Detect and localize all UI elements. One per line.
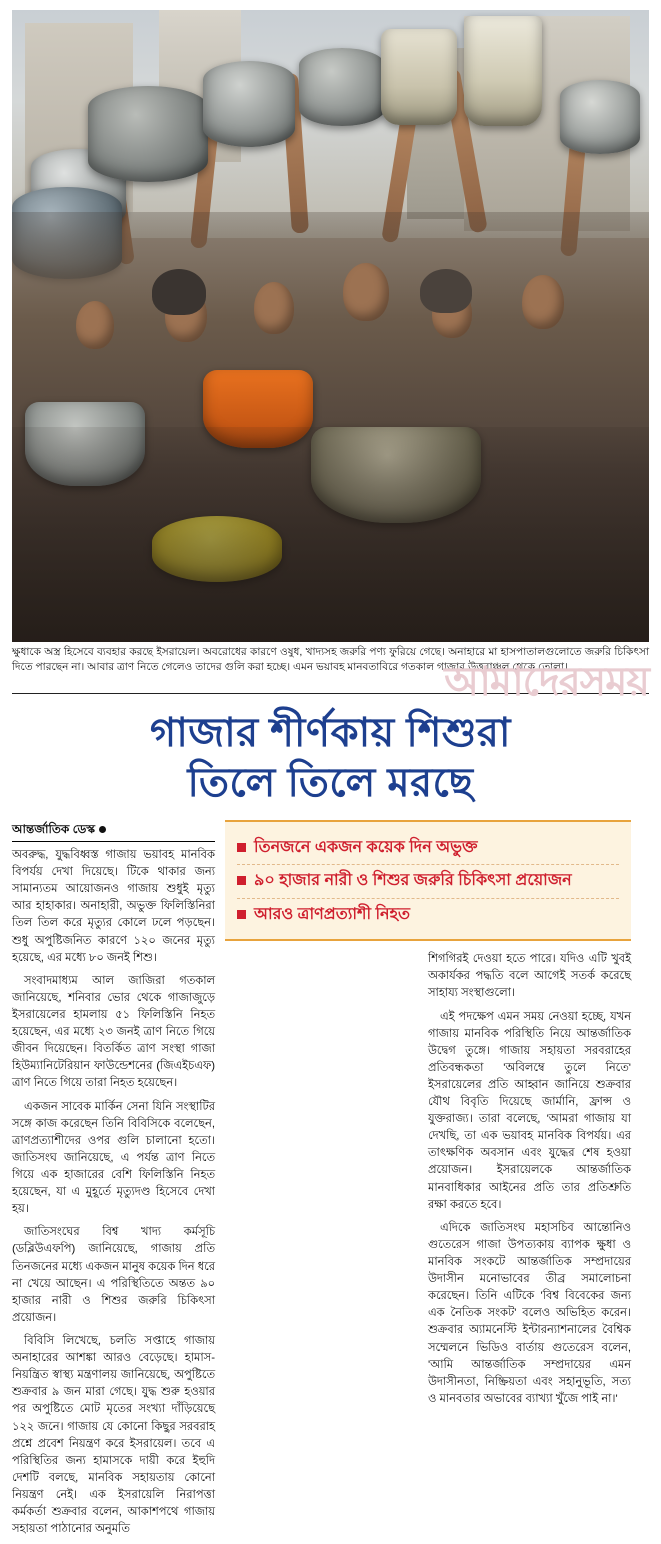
photo-foreground-shadow [12, 427, 649, 642]
byline-dot-icon [99, 826, 106, 833]
page-title [12, 708, 649, 808]
paragraph: একজন সাবেক মার্কিন সেনা যিনি সংস্থাটির সঙ্গে কাজ করেছেন তিনি বিবিসিকে বলেছেন, ত্রাণপ্রত্যাশীদের ওপর গুলি চালানো হতো। জাতিসংঘ জানিয়েছে, এ পর্যন্ত ত্রাণ নিতে গিয়ে এক হাজারের বেশি ফিলিস্তিনি নিহত হয়েছেন, যা এ মুহূর্তে মৃত্যুদণ্ড হিসেবে দেখা হয়। [12, 1100, 215, 1216]
lead-photo [12, 10, 649, 642]
caption-text: ক্ষুধাকে অস্ত্র হিসেবে ব্যবহার করছে ইসরায়েল। অবরোধের কারণে ওষুধ, খাদ্যসহ জরুরি পণ্য ফুরিয়ে গেছে। অনাহারে মা হাসপাতালগুলোতে জরুরি চিকিৎসা দিতে পারছেন না। আবার ত্রাণ নিতে গেলেও তাদের গুলি করা হচ্ছে। এমন ভয়াবহ মানবতাবিরে গতকাল গাজার উত্তরাঞ্চল থেকে তোলা। [12, 646, 649, 674]
highlight-text: ৯০ হাজার নারী ও শিশুর জরুরি চিকিৎসা প্রয়োজন [254, 872, 572, 890]
masthead-watermark: আমাদেরসময় [444, 660, 649, 704]
photo-pot [203, 61, 295, 147]
photo-headscarf [420, 269, 472, 313]
headline-line-2: তিলে তিলে মরছে [187, 761, 474, 805]
paragraph: অবরুদ্ধ, যুদ্ধবিধ্বস্ত গাজায় ভয়াবহ মানবিক বিপর্যয় দেখা দিয়েছে। টিকে থাকার জন্য সামান্যতম আয়োজনও গাজায় শুধুই মৃত্যু আর হাহাকার। অনাহারী, অভুক্ত ফিলিস্তিনিরা তিল তিল করে মৃত্যুর কোলে ঢলে পড়ছেন। শুধু অপুষ্টিজনিত কারণে ১২০ জনের মৃত্যু হয়েছে, এর মধ্যে ৮০ জনই শিশু। [12, 849, 215, 964]
photo-face [254, 282, 294, 334]
highlight-text: আরও ত্রাণপ্রত্যাশী নিহত [254, 905, 411, 923]
bullet-square-icon [237, 843, 246, 852]
photo-pot [88, 86, 208, 182]
byline [12, 820, 215, 842]
paragraph: শিগগিরই দেওয়া হতে পারে। যদিও এটি খুবই অকার্যকর পদ্ধতি বলে আগেই সতর্ক করেছে সাহায্য সংস্থাগুলো। [428, 953, 631, 1000]
highlight-box [225, 820, 631, 941]
paragraph: এদিকে জাতিসংঘ মহাসচিব আন্তোনিও গুতেরেস গাজা উপত্যকায় ব্যাপক ক্ষুধা ও মানবিক সংকটে আন্তর্জাতিক সম্প্রদায়ের উদাসীন মনোভাবের তীব্র সমালোচনা করেছেন। তিনি এটিকে 'বিশ্ব বিবেকের জন্য এক নৈতিক সংকট' বলেও অভিহিত করেন। শুক্রবার অ্যামনেস্টি ইন্টারন্যাশনালের বৈশ্বিক সম্মেলনে ভিডিও বার্তায় গুতেরেস বলেন, 'আমি আন্তর্জাতিক সম্প্রদায়ের এমন উদাসীনতা, নিষ্ক্রিয়তা এবং সহানুভূতি, সত্য ও মানবতার অভাবের ব্যাখ্যা খুঁজে পাই না।' [428, 1221, 631, 1405]
paragraph: এই পদক্ষেপ এমন সময় নেওয়া হচ্ছে, যখন গাজায় মানবিক পরিস্থিতি নিয়ে আন্তর্জাতিক উদ্বেগ তুঙ্গে। গাজায় সহায়তা সরবরাহের প্রতিবন্ধকতা 'অবিলম্বে তুলে নিতে' ইসরায়েলের প্রতি আহ্বান জানিয়ে শুক্রবার যৌথ বিবৃতি দিয়েছে জার্মানি, ফ্রান্স ও যুক্তরাজ্য। তারা বলেছে, 'আমরা গাজায় যা দেখছি, তা এক ভয়াবহ মানবিক বিপর্যয়। এর তাৎক্ষণিক অবসান এবং যুদ্ধের শেষ হওয়া প্রয়োজন। ইসরায়েলকে আন্তর্জাতিক মানবাধিকার আইনের প্রতি তার প্রতিশ্রুতি রক্ষা করতে হবে। [428, 1010, 631, 1211]
photo-pot [560, 80, 640, 154]
highlight-item [237, 898, 619, 931]
photo-pot [464, 16, 542, 126]
highlight-item [237, 832, 619, 864]
bullet-square-icon [237, 910, 246, 919]
headline-line-1: গাজার শীর্ণকায় শিশুরা [149, 711, 512, 755]
article-body [12, 820, 649, 1544]
highlight-item [237, 864, 619, 897]
paragraph: জাতিসংঘের বিশ্ব খাদ্য কর্মসূচি (ডব্লিউএফপি) জানিয়েছে, গাজায় প্রতি তিনজনের মধ্যে একজন মানুষ কয়েক দিন ধরে না খেয়ে আছেন। এ পরিস্থিতিতে অন্তত ৯০ হাজার নারী ও শিশুর জরুরি চিকিৎসা প্রয়োজন। [12, 1226, 215, 1324]
article-column-1 [12, 820, 215, 1544]
photo-pot [381, 29, 457, 125]
article-right-block [225, 820, 641, 1544]
photo-caption [12, 645, 649, 704]
bullet-square-icon [237, 876, 246, 885]
byline-label: আন্তর্জাতিক ডেস্ক [12, 822, 95, 836]
photo-pot [299, 48, 385, 126]
article-column-3 [428, 951, 631, 1408]
photo-face [343, 263, 389, 321]
paragraph: সংবাদমাধ্যম আল জাজিরা গতকাল জানিয়েছে, শনিবার ভোর থেকে গাজাজুড়ে ইসরায়েলের হামলায় ৫১ ফিলিস্তিনি নিহত হয়েছেন, এর মধ্যে ২৩ জনই ত্রাণ নিতে গিয়ে জীবন দিয়েছেন। বিতর্কিত ত্রাণ সংস্থা গাজা হিউম্যানিটেরিয়ান ফাউন্ডেশনের (জিএইচএফ) ত্রাণ নিতে গিয়ে তারা নিহত হয়েছেন। [12, 974, 215, 1090]
photo-headscarf [152, 269, 206, 315]
photo-face [76, 301, 114, 349]
photo-face [522, 275, 564, 329]
paragraph: বিবিসি লিখেছে, চলতি সপ্তাহে গাজায় অনাহারের আশঙ্কা আরও বেড়েছে। হামাস-নিয়ন্ত্রিত স্বাস্থ্য মন্ত্রণালয় জানিয়েছে, অপুষ্টিতে শুক্রবার ৯ জন মারা গেছে। যুদ্ধ শুরু হওয়ার পর অপুষ্টিতে মোট মৃতের সংখ্যা দাঁড়িয়েছে ১২২ জনে। গাজায় যে কোনো কিছুর সরবরাহ প্রশ্নে প্রবেশ নিয়ন্ত্রণ করে ইসরায়েল। তবে এ পরিস্থিতির জন্য হামাসকে দায়ী করে ইহুদি দেশটি বলছে, মানবিক সহায়তায় কোনো নিয়ন্ত্রণ নেই। এক ইসরায়েলি নিরাপত্তা কর্মকর্তা শুক্রবার বলেন, আকাশপথে গাজায় সহায়তা পাঠানোর অনুমতি [12, 1334, 215, 1536]
highlight-text: তিনজনে একজন কয়েক দিন অভুক্ত [254, 839, 478, 856]
